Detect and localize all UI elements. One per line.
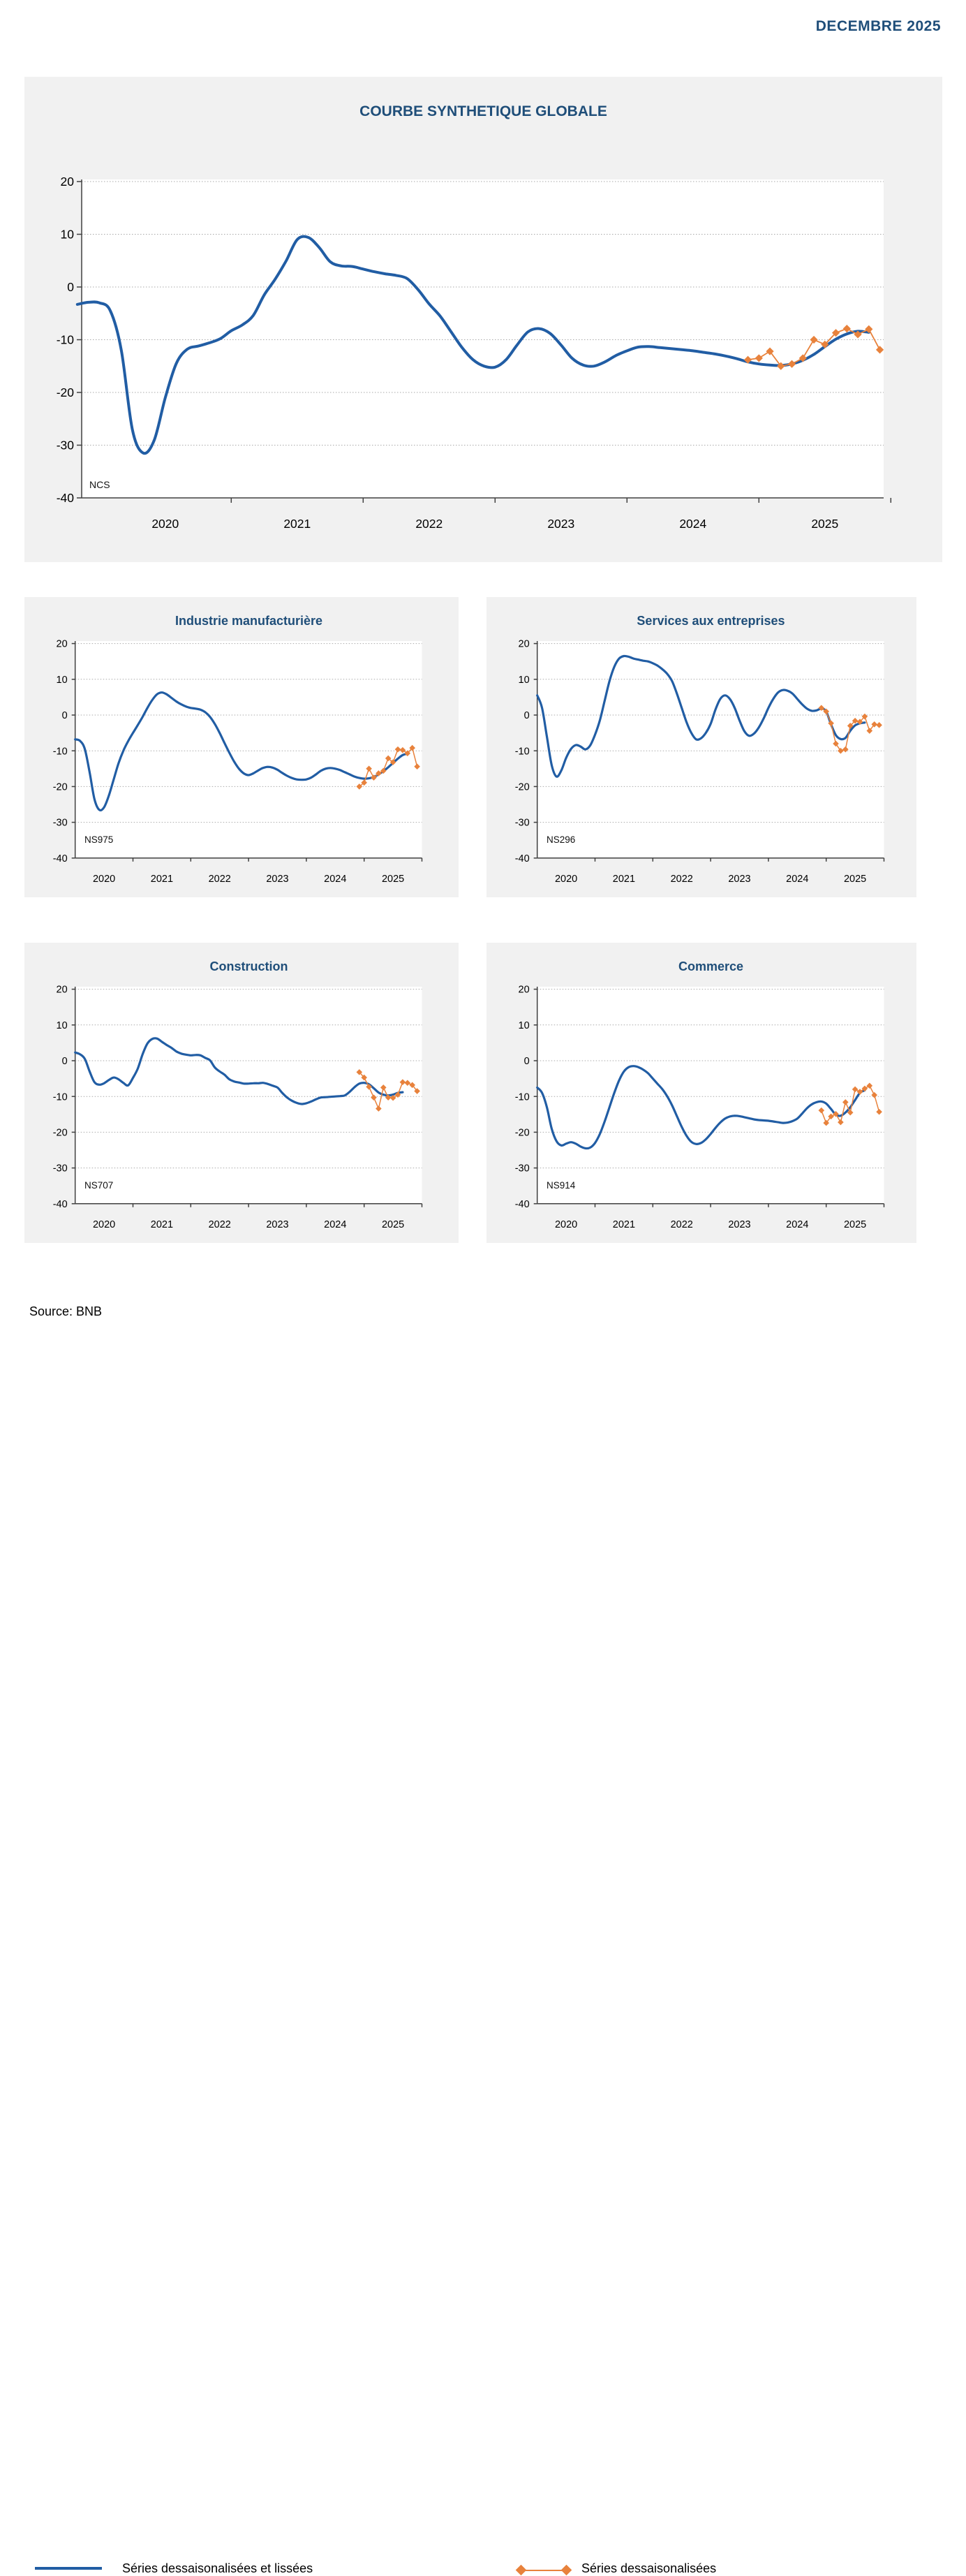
y-tick-label: -20 bbox=[514, 1127, 530, 1139]
y-tick-label: -30 bbox=[52, 1163, 68, 1175]
x-tick-label: 2024 bbox=[786, 874, 809, 885]
x-tick-label: 2022 bbox=[670, 874, 693, 885]
chart-title-commerce: Commerce bbox=[678, 959, 744, 973]
x-tick-label: 2024 bbox=[679, 517, 707, 531]
y-tick-label: 20 bbox=[518, 984, 530, 996]
y-tick-label: 10 bbox=[518, 1020, 530, 1031]
y-tick-label: 20 bbox=[56, 984, 68, 996]
x-tick-label: 2022 bbox=[670, 1219, 693, 1230]
plot-area bbox=[75, 641, 422, 858]
y-tick-label: 10 bbox=[60, 227, 74, 242]
legend-gross-label: Séries dessaisonalisées bbox=[581, 2561, 717, 2575]
chart-title-construction: Construction bbox=[209, 959, 288, 973]
y-tick-label: -10 bbox=[52, 746, 68, 758]
x-tick-label: 2025 bbox=[381, 1219, 405, 1230]
x-tick-label: 2024 bbox=[324, 1219, 347, 1230]
y-tick-label: -10 bbox=[56, 332, 74, 347]
x-tick-label: 2022 bbox=[208, 1219, 231, 1230]
x-tick-label: 2020 bbox=[92, 1219, 116, 1230]
legend-diamond-icon bbox=[561, 2565, 572, 2576]
plot-area bbox=[82, 179, 884, 498]
legend-smoothed-label: Séries dessaisonalisées et lissées bbox=[122, 2561, 313, 2575]
x-tick-label: 2023 bbox=[728, 1219, 751, 1230]
y-tick-label: -40 bbox=[52, 1198, 68, 1210]
y-tick-label: -40 bbox=[514, 853, 530, 864]
chart-global bbox=[24, 77, 942, 562]
y-tick-label: -30 bbox=[52, 817, 68, 829]
plot-area bbox=[75, 987, 422, 1204]
source-note: Source: BNB bbox=[29, 1304, 103, 1318]
x-tick-label: 2021 bbox=[150, 874, 174, 885]
plot-area bbox=[537, 641, 884, 858]
chart-industrie bbox=[24, 597, 459, 897]
x-tick-label: 2025 bbox=[381, 874, 405, 885]
y-tick-label: 0 bbox=[61, 710, 68, 722]
series-code-label: NS975 bbox=[84, 834, 114, 845]
y-tick-label: 20 bbox=[518, 638, 530, 650]
y-tick-label: -20 bbox=[52, 781, 68, 793]
y-tick-label: -20 bbox=[514, 781, 530, 793]
series-code-label: NS296 bbox=[547, 834, 576, 845]
y-tick-label: -30 bbox=[56, 438, 74, 452]
series-code-label: NS707 bbox=[84, 1180, 114, 1191]
x-tick-label: 2021 bbox=[283, 517, 311, 531]
chart-panel-services bbox=[486, 597, 916, 897]
legend-smoothed-line-swatch bbox=[35, 2567, 102, 2570]
chart-title-global: COURBE SYNTHETIQUE GLOBALE bbox=[359, 103, 607, 119]
chart-panel-industrie bbox=[24, 597, 459, 897]
plot-area bbox=[537, 987, 884, 1204]
y-tick-label: 0 bbox=[523, 710, 530, 722]
y-tick-label: -30 bbox=[514, 817, 530, 829]
y-tick-label: -10 bbox=[514, 746, 530, 758]
chart-title-services: Services aux entreprises bbox=[637, 614, 785, 628]
x-tick-label: 2023 bbox=[728, 874, 751, 885]
series-code-label: NCS bbox=[89, 479, 110, 490]
x-tick-label: 2023 bbox=[266, 874, 289, 885]
chart-panel-commerce bbox=[486, 943, 916, 1243]
x-tick-label: 2020 bbox=[554, 1219, 578, 1230]
chart-commerce bbox=[486, 943, 916, 1243]
chart-panel-global bbox=[24, 77, 942, 562]
x-tick-label: 2025 bbox=[843, 874, 867, 885]
chart-panel-construction bbox=[24, 943, 459, 1243]
x-tick-label: 2023 bbox=[266, 1219, 289, 1230]
y-tick-label: -40 bbox=[52, 853, 68, 864]
chart-title-industrie: Industrie manufacturière bbox=[174, 614, 323, 628]
x-tick-label: 2024 bbox=[786, 1219, 809, 1230]
y-tick-label: 10 bbox=[56, 1020, 68, 1031]
y-tick-label: 20 bbox=[60, 175, 74, 189]
x-tick-label: 2022 bbox=[208, 874, 231, 885]
y-tick-label: 10 bbox=[56, 674, 68, 686]
x-tick-label: 2020 bbox=[554, 874, 578, 885]
x-tick-label: 2021 bbox=[612, 874, 636, 885]
y-tick-label: -10 bbox=[52, 1091, 68, 1103]
report-date-title: DECEMBRE 2025 bbox=[815, 18, 941, 34]
y-tick-label: 0 bbox=[61, 1056, 68, 1068]
series-code-label: NS914 bbox=[547, 1180, 576, 1191]
y-tick-label: 10 bbox=[518, 674, 530, 686]
y-tick-label: -40 bbox=[514, 1198, 530, 1210]
x-tick-label: 2025 bbox=[811, 517, 839, 531]
y-tick-label: -10 bbox=[514, 1091, 530, 1103]
y-tick-label: 0 bbox=[523, 1056, 530, 1068]
x-tick-label: 2020 bbox=[151, 517, 179, 531]
y-tick-label: 0 bbox=[67, 280, 74, 295]
y-tick-label: -40 bbox=[56, 491, 74, 506]
x-tick-label: 2020 bbox=[92, 874, 116, 885]
y-tick-label: -20 bbox=[56, 385, 74, 400]
y-tick-label: -30 bbox=[514, 1163, 530, 1175]
x-tick-label: 2025 bbox=[843, 1219, 867, 1230]
x-tick-label: 2021 bbox=[150, 1219, 174, 1230]
x-tick-label: 2022 bbox=[415, 517, 443, 531]
y-tick-label: -20 bbox=[52, 1127, 68, 1139]
chart-construction bbox=[24, 943, 459, 1243]
y-tick-label: 20 bbox=[56, 638, 68, 650]
x-tick-label: 2024 bbox=[324, 874, 347, 885]
x-tick-label: 2023 bbox=[547, 517, 575, 531]
chart-services bbox=[486, 597, 916, 897]
x-tick-label: 2021 bbox=[612, 1219, 636, 1230]
